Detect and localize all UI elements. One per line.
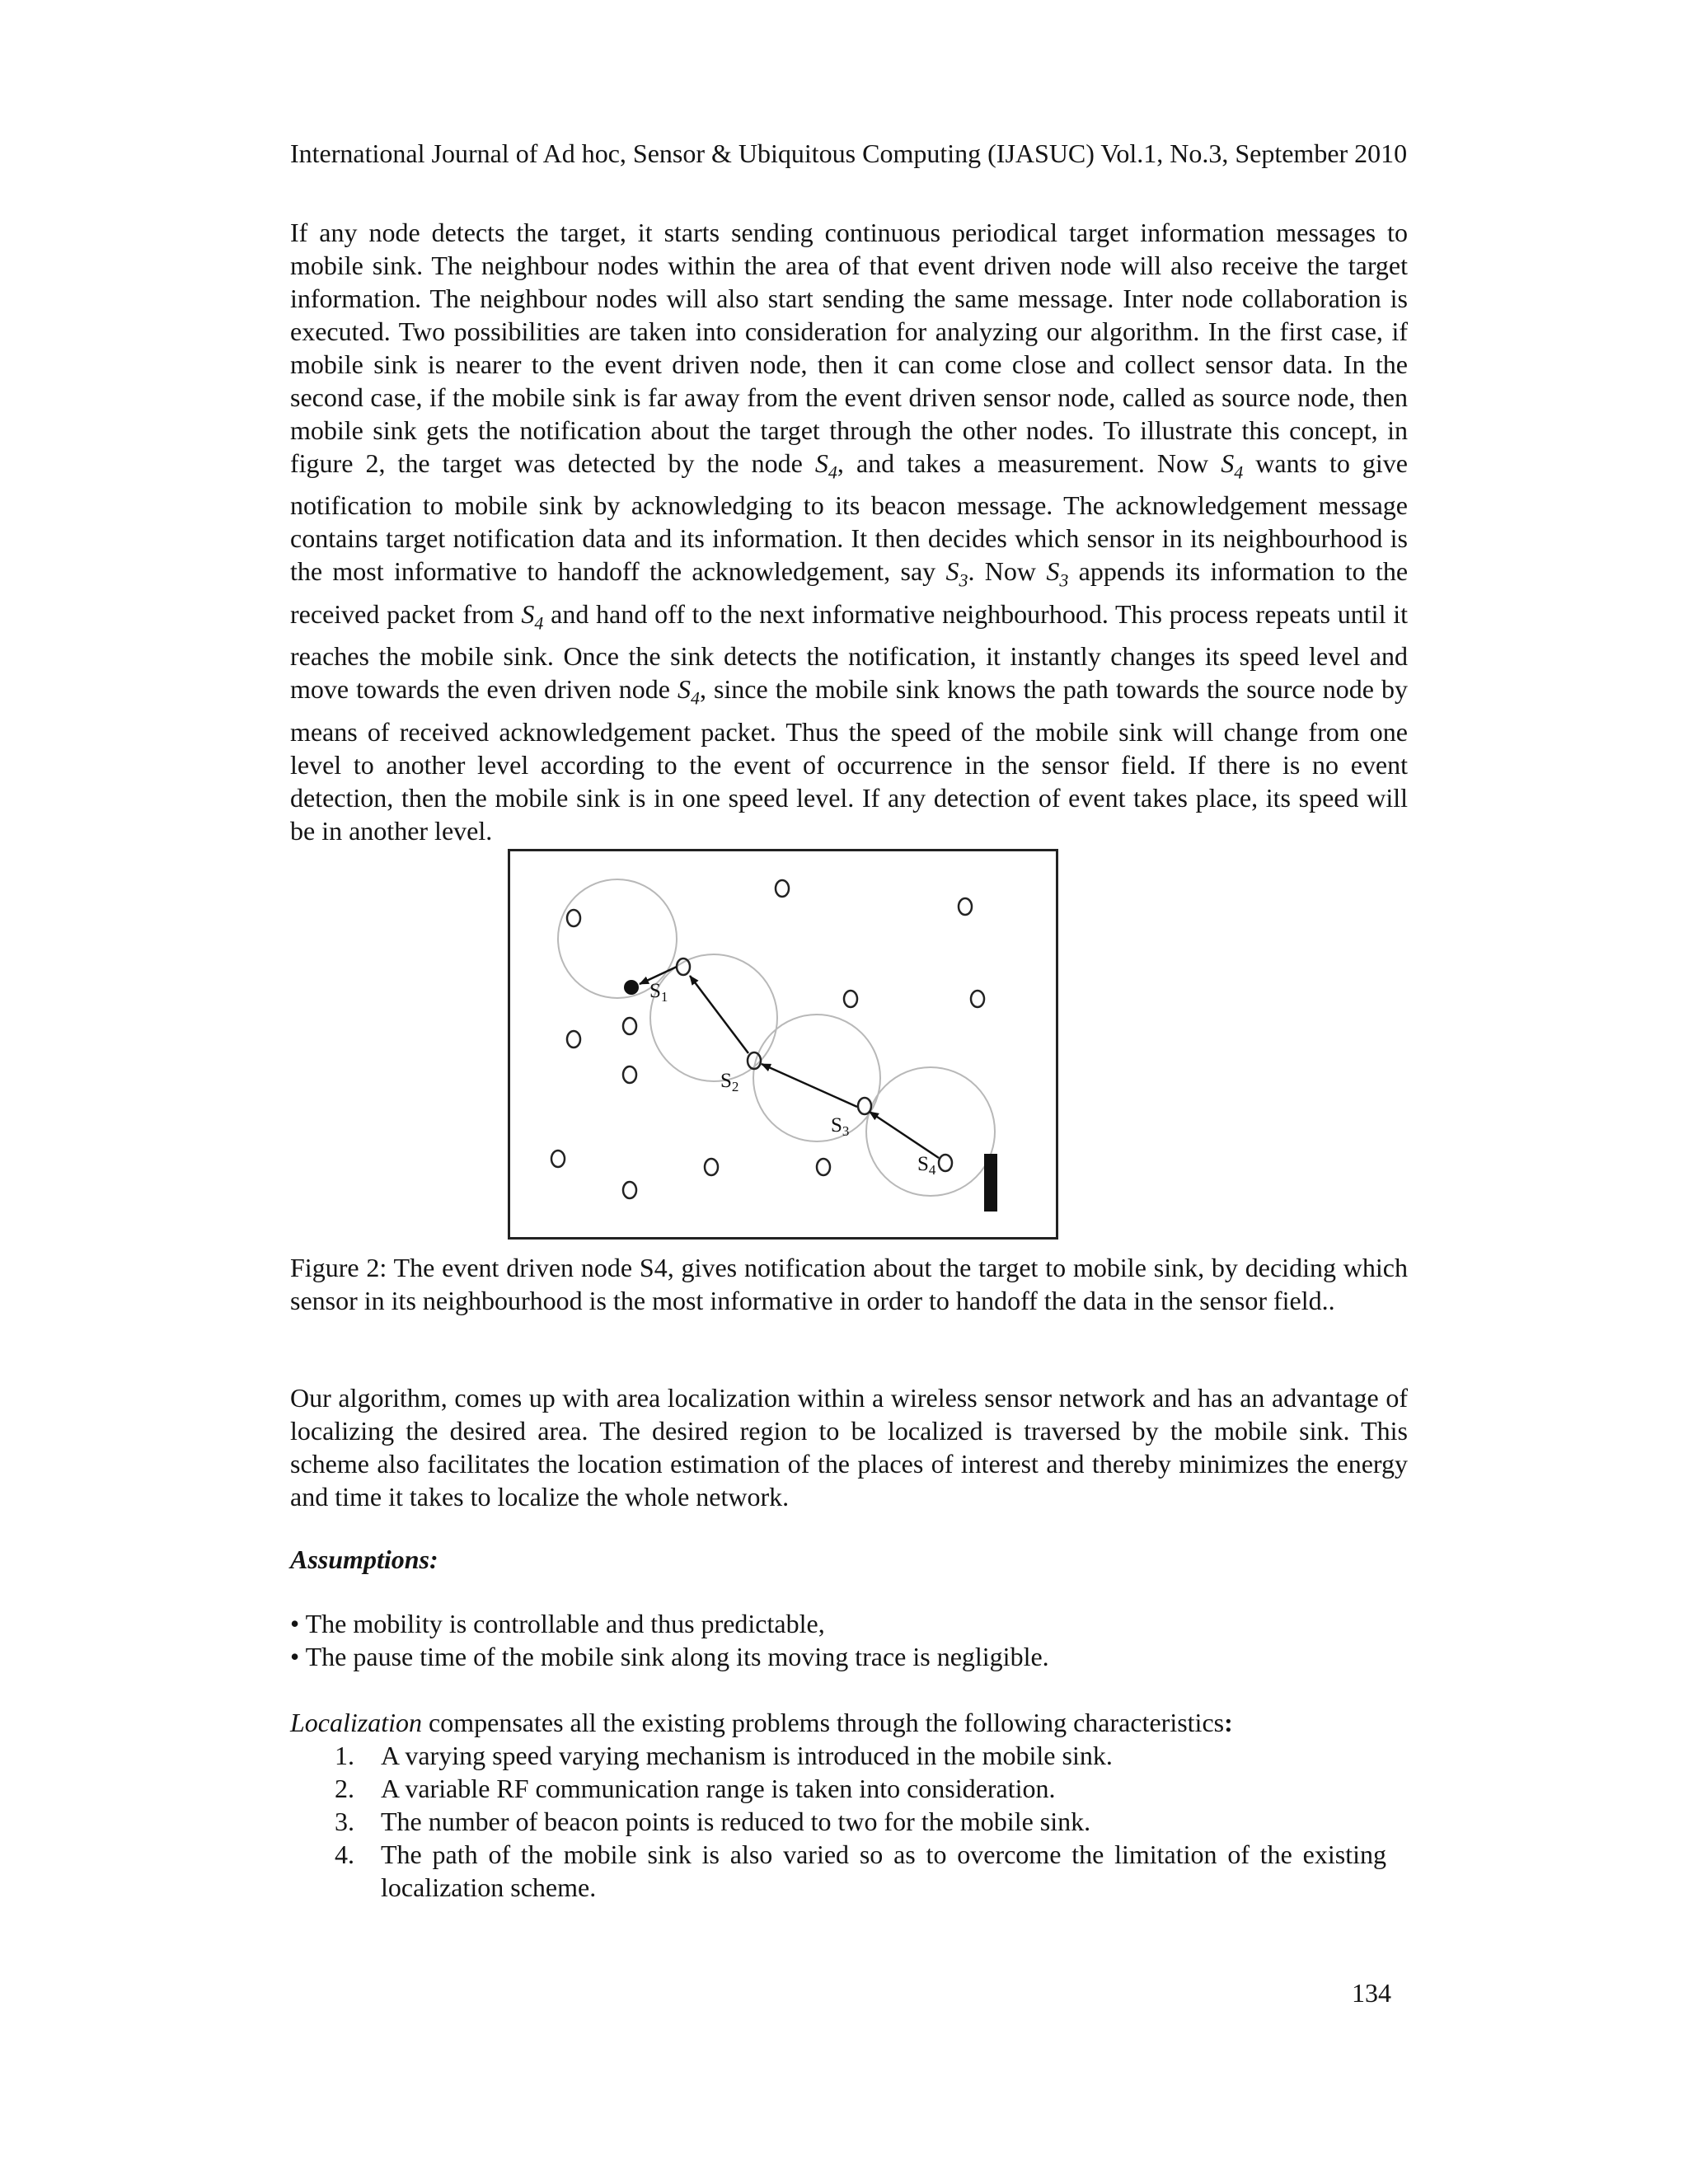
sensor-node — [776, 880, 789, 897]
sensor-node — [971, 991, 984, 1007]
list-item: 4. The path of the mobile sink is also varied so as to overcome the limitation of the existing localization scheme. — [335, 1840, 1386, 1902]
list-item: 1. A varying speed varying mechanism is introduced in the mobile sink. — [335, 1741, 1113, 1770]
paragraph-text: appends its information to the received packet from — [290, 556, 1409, 629]
sensor-node — [551, 1151, 565, 1167]
page-number: 134 — [1352, 1978, 1391, 2008]
arrow-s2-to-s1 — [690, 976, 748, 1053]
sensor-network-diagram — [510, 851, 1056, 1237]
paragraph-text: . Now — [968, 556, 1047, 587]
node-ref: $S_4$ — [677, 674, 700, 709]
arrow-s4-to-s3 — [870, 1112, 939, 1158]
label-s1: $S_1$ — [649, 980, 668, 1005]
journal-header: International Journal of Ad hoc, Sensor & Ubiquitous Computing (IJASUC) Vol.1, No.3, September 2010 — [290, 138, 1408, 168]
sensor-node-s3 — [858, 1098, 871, 1114]
paragraph-text: , and takes a measurement. Now — [837, 448, 1221, 478]
figure-caption: Figure 2: The event driven node S4, gives notification about the target to mobile sink, by deciding which sensor in its neighbourhood is the most informative in order to handoff the data in the sensor field.. — [290, 1253, 1408, 1315]
label-s3: $S_3$ — [831, 1114, 850, 1139]
node-ref: $S_4$ — [1221, 448, 1244, 483]
range-circle-s3 — [753, 1015, 880, 1141]
sensor-node — [623, 1066, 636, 1083]
list-item: 3. The number of beacon points is reduced to two for the mobile sink. — [335, 1807, 1091, 1836]
assumptions-heading: Assumptions: — [290, 1544, 438, 1574]
list-item: 2. A variable RF communication range is taken into consideration. — [335, 1774, 1056, 1803]
paragraph-1 — [290, 216, 1408, 847]
figure-2 — [508, 849, 1058, 1240]
characteristics-list — [290, 1739, 1386, 1904]
paragraph-2: Our algorithm, comes up with area localization within a wireless sensor network and has an advantage of localizing the desired area. The desired region to be localized is traversed by the mobile sink. This scheme also facilitates the location estimation of the places of interest and thereby minimizes the energy and time it takes to localize the whole network. — [290, 1383, 1408, 1511]
sensor-node — [567, 1031, 580, 1047]
sensor-node-s1 — [677, 958, 690, 975]
list-item: • The pause time of the mobile sink along its moving trace is negligible. — [290, 1642, 1049, 1671]
paragraph-text: wants to give notification to mobile sink by acknowledging to its beacon message. The acknowledgement message contains target notification data and its information. It then decides which sensor in its neighbourhood is the most informative to handoff the acknowledgement, say — [290, 448, 1409, 587]
paragraph-text: , since the mobile sink knows the path towards the source node by means of received acknowledgement packet. Thus the speed of the mobile sink will change from one level to another level according to the event of occurrence in the sensor field. If there is no event detection, then the mobile sink is in one speed level. If any detection of event takes place, its speed will be in another level. — [290, 674, 1409, 846]
sensor-node — [705, 1159, 718, 1175]
sensor-node — [623, 1018, 636, 1034]
node-ref: $S_4$ — [814, 448, 837, 483]
localization-intro-colon: : — [1224, 1708, 1233, 1737]
node-ref: $S_3$ — [945, 556, 968, 591]
mobile-sink-icon — [624, 980, 639, 995]
target-marker — [984, 1154, 997, 1212]
sensor-node — [959, 898, 972, 915]
sensor-node-s4 — [939, 1155, 952, 1171]
sensor-node — [567, 910, 580, 926]
sensor-node — [817, 1159, 830, 1175]
paragraph-text: If any node detects the target, it starts sending continuous periodical target information messages to mobile sink. The neighbour nodes within the area of that event driven node will also receive the target information. The neighbour nodes will also start sending the same message. Inter node collaboration is executed. Two possibilities are taken into consideration for analyzing our algorithm. In the first case, if mobile sink is nearer to the event driven node, then it can come close and collect sensor data. In the second case, if the mobile sink is far away from the event driven sensor node, called as source node, then mobile sink gets the notification about the target through the other nodes. To illustrate this concept, in figure 2, the target was detected by the node — [290, 218, 1408, 478]
node-ref: $S_4$ — [521, 598, 544, 634]
label-s4: $S_4$ — [917, 1153, 936, 1178]
localization-intro — [290, 1706, 1233, 1739]
localization-term: Localization — [290, 1708, 423, 1737]
label-s2: $S_2$ — [720, 1070, 739, 1094]
sensor-node — [844, 991, 857, 1007]
assumptions-list — [290, 1607, 1049, 1673]
range-circle-s2 — [650, 954, 777, 1081]
localization-intro-text: compensates all the existing problems through the following characteristics — [422, 1708, 1225, 1737]
arrow-s3-to-s2 — [762, 1064, 857, 1107]
list-item: • The mobility is controllable and thus predictable, — [290, 1609, 825, 1638]
node-ref: $S_3$ — [1046, 556, 1069, 591]
sensor-node — [623, 1182, 636, 1198]
paragraph-text: and hand off to the next informative neighbourhood. This process repeats until it reaches the mobile sink. Once the sink detects the notification, it instantly changes its speed level and move towards the even driven node — [290, 598, 1409, 705]
